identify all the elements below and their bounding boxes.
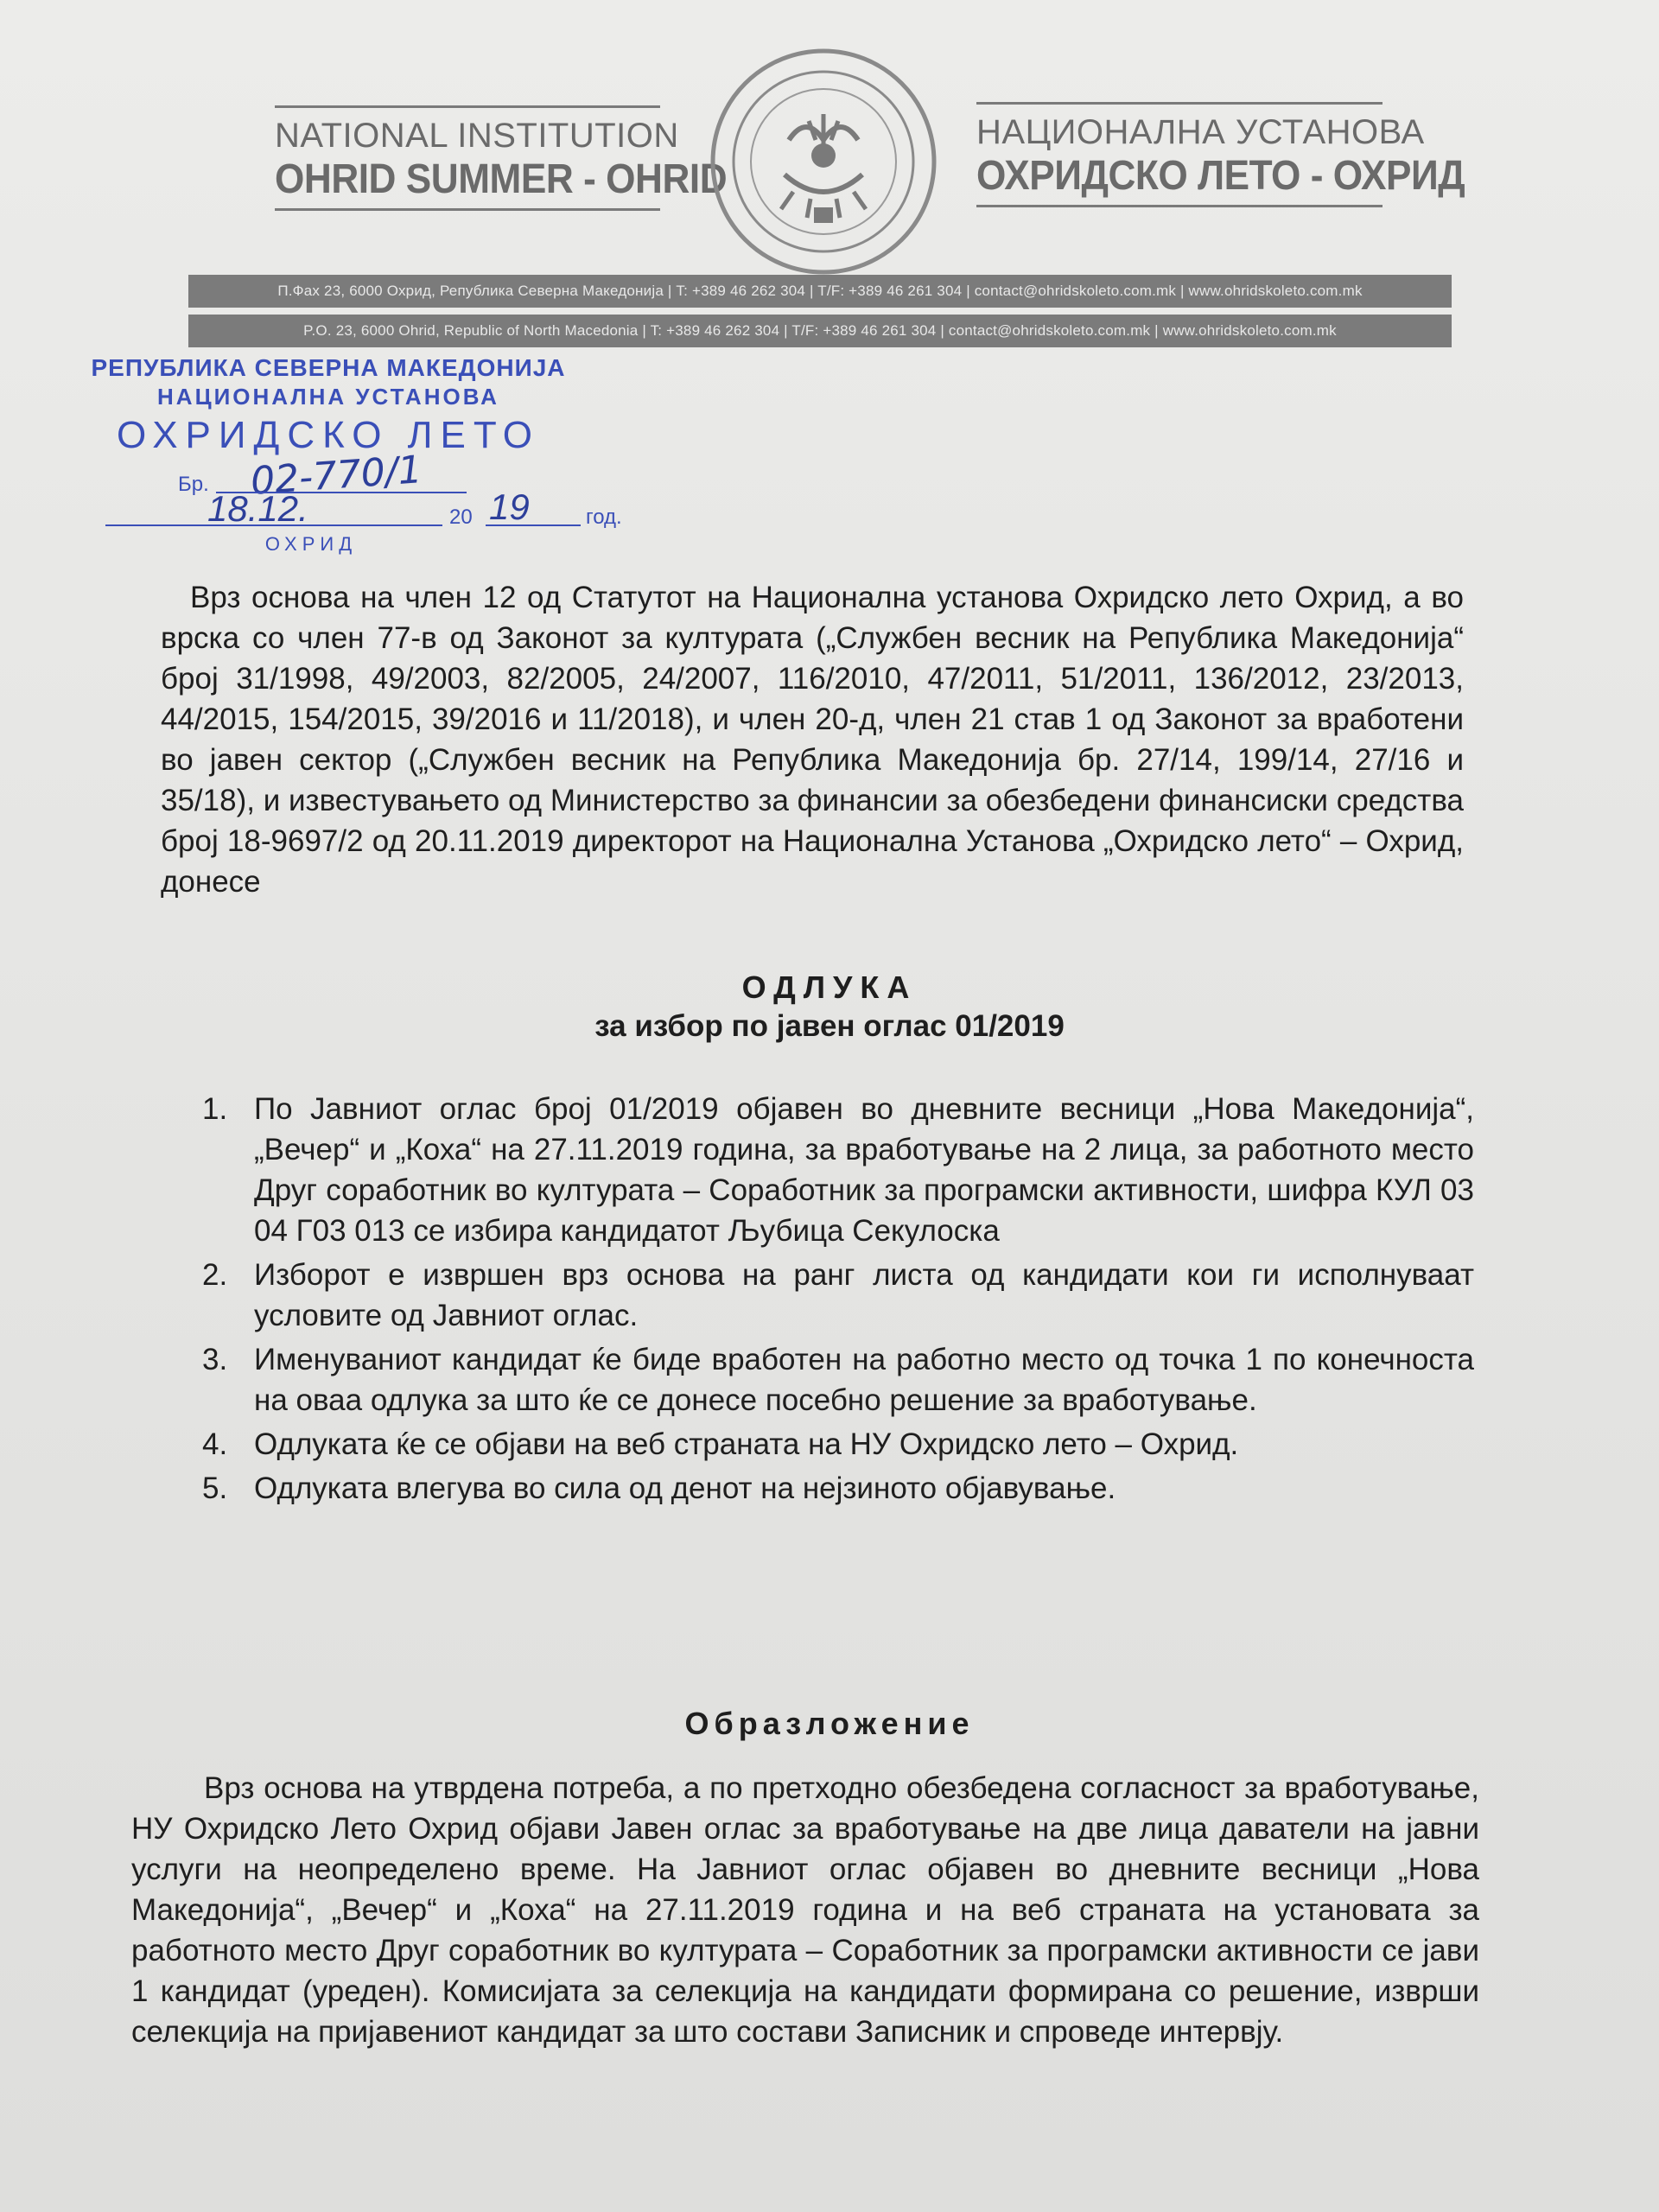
list-item-text: Одлуката влегува во сила од денот на нејзиното објавување. bbox=[254, 1471, 1116, 1505]
address-bar-english: P.O. 23, 6000 Ohrid, Republic of North Macedonia | T: +389 46 262 304 | T/F: +389 46 261 304 | contact@ohridskoleto.com.mk | www.ohridskoleto.com.mk bbox=[188, 315, 1452, 347]
institution-seal-icon bbox=[707, 45, 940, 278]
list-item bbox=[195, 1468, 1474, 1509]
list-item bbox=[195, 1089, 1474, 1251]
stamp-country: РЕПУБЛИКА СЕВЕРНА МАКЕДОНИЈА bbox=[91, 354, 566, 381]
letterhead-english-line1: NATIONAL INSTITUTION bbox=[275, 117, 679, 155]
list-item-number: 5. bbox=[202, 1471, 228, 1505]
registration-stamp bbox=[86, 354, 622, 556]
letterhead-english-line2: OHRID SUMMER - OHRID bbox=[275, 156, 728, 202]
letterhead-rule bbox=[976, 205, 1382, 207]
stamp-date-day: 18.12. bbox=[207, 488, 308, 529]
stamp-date-suffix: год. bbox=[586, 505, 622, 529]
list-item bbox=[195, 1339, 1474, 1421]
document-title: ОДЛУКА bbox=[741, 969, 918, 1005]
letterhead-rule bbox=[275, 105, 660, 108]
intro-paragraph: Врз основа на член 12 од Статутот на Национална установа Охридско лето Охрид, а во врска со член 77-в од Законот за културата („Службен весник на Република Македонија“ број 31/1998, 49/2003, 82/2005, 24/2007, 116/2010, 47/2011, 51/2011, 136/2012, 23/2013, 44/2015, 154/2015, 39/2016 и 11/2018), и член 20-д, член 21 став 1 од Законот за вработени во јавен сектор („Службен весник на Република Македонија бр. 27/14, 199/14, 27/16 и 35/18), и известувањето од Министерство за финансии за обезбедени финансиски средства број 18-9697/2 од 20.11.2019 директорот на Национална Установа „Охридско лето“ – Охрид, донесе bbox=[161, 581, 1464, 899]
list-item-text: Именуваниот кандидат ќе биде вработен на работно место од точка 1 по конечноста на оваа одлука за што ќе се донесе посебно решение за вработување. bbox=[254, 1343, 1474, 1417]
document-subtitle: за избор по јавен оглас 01/2019 bbox=[594, 1009, 1065, 1043]
stamp-year-line bbox=[486, 524, 581, 526]
list-item bbox=[195, 1424, 1474, 1465]
stamp-institution-name: ОХРИДСКО ЛЕТО bbox=[116, 414, 541, 456]
stamp-number-label: Бр. bbox=[178, 473, 209, 496]
list-item-text: Одлуката ќе се објави на веб страната на НУ Охридско лето – Охрид. bbox=[254, 1427, 1239, 1461]
list-item bbox=[195, 1255, 1474, 1336]
stamp-date-year: 19 bbox=[489, 486, 530, 527]
stamp-institution-type: НАЦИОНАЛНА УСТАНОВА bbox=[157, 384, 499, 410]
letterhead-macedonian-line2: ОХРИДСКО ЛЕТО - ОХРИД bbox=[976, 153, 1465, 199]
letterhead-english bbox=[275, 105, 728, 211]
list-item-text: Изборот е извршен врз основа на ранг листа од кандидати кои ги исполнуваат условите од Јавниот оглас. bbox=[254, 1258, 1474, 1332]
list-item-number: 4. bbox=[202, 1427, 228, 1461]
list-item-number: 2. bbox=[202, 1258, 228, 1292]
stamp-city: ОХРИД bbox=[264, 533, 358, 555]
stamp-date-row bbox=[86, 486, 622, 531]
letterhead-macedonian bbox=[976, 102, 1465, 207]
address-bar-macedonian: П.Фах 23, 6000 Охрид, Република Северна Македонија | T: +389 46 262 304 | T/F: +389 46 261 304 | contact@ohridskoleto.com.mk | www.ohridskoleto.com.mk bbox=[188, 275, 1452, 308]
letterhead-macedonian-line1: НАЦИОНАЛНА УСТАНОВА bbox=[976, 113, 1425, 151]
decision-list bbox=[195, 1089, 1474, 1512]
letterhead-rule bbox=[976, 102, 1382, 105]
letterhead-rule bbox=[275, 208, 660, 211]
stamp-date-year-prefix: 20 bbox=[449, 505, 473, 529]
list-item-number: 3. bbox=[202, 1343, 228, 1376]
stamp-date-line bbox=[105, 524, 442, 526]
list-item-text: По Јавниот оглас број 01/2019 објавен во дневните весници „Нова Македонија“, „Вечер“ и „Коха“ на 27.11.2019 година, за вработување на 2 лица, за работното место Друг соработник во културата – Соработник за програмски активности, шифра КУЛ 03 04 Г03 013 се избира кандидатот Љубица Секулоска bbox=[254, 1092, 1474, 1248]
stamp-number-value: 02-770/1 bbox=[249, 448, 424, 504]
explanation-title: Образложение bbox=[684, 1706, 975, 1741]
list-item-number: 1. bbox=[202, 1092, 228, 1126]
explanation-paragraph: Врз основа на утврдена потреба, а по претходно обезбедена согласност за вработување, НУ Охридско Лето Охрид објави Јавен оглас за вработување на две лица даватели на јавни услуги на неопределено време. На Јавниот оглас објавен во дневните весници „Нова Македонија“, „Вечер“ и „Коха“ на 27.11.2019 година и на веб страната на установата за работното место Друг соработник во културата – Соработник за програмски активности се јави 1 кандидат (уреден). Комисијата за селекција на кандидати формирана со решение, изврши селекција на пријавениот кандидат за што состави Записник и спроведе интервју. bbox=[131, 1771, 1479, 2049]
